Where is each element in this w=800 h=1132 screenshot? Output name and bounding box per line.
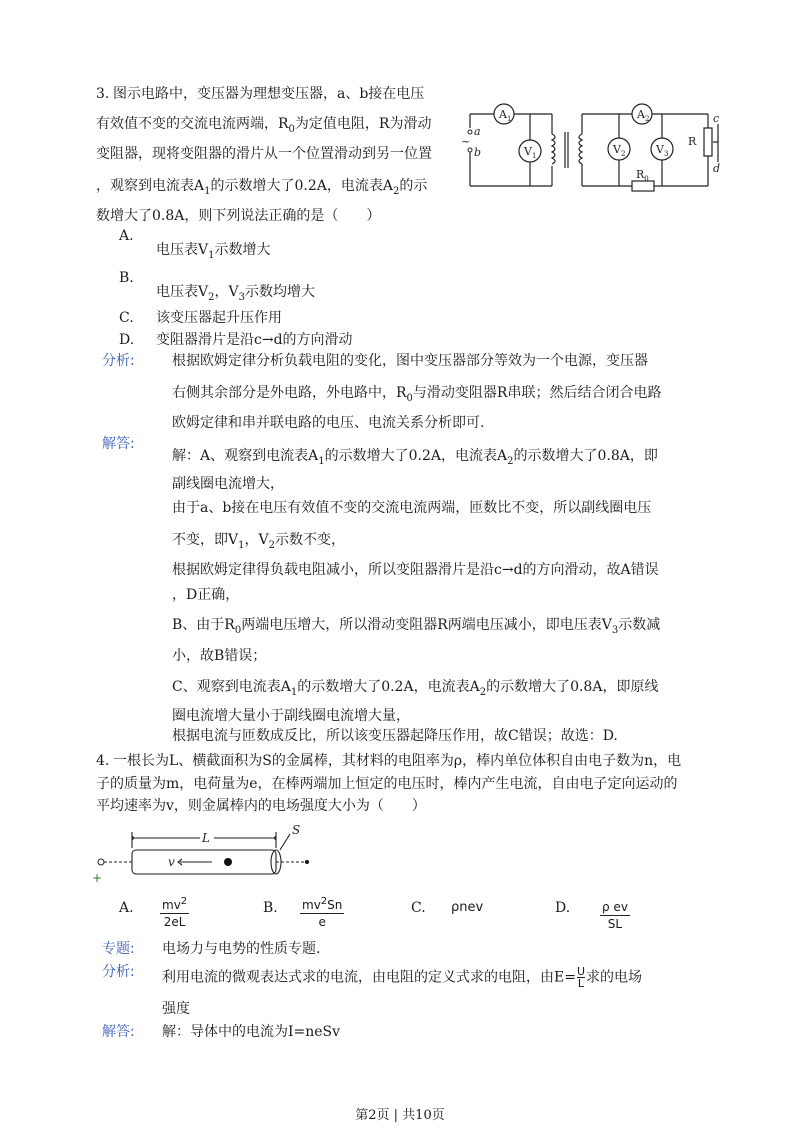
resistor-r0-label: $R_0$ bbox=[636, 168, 649, 183]
terminal-a-label: a bbox=[474, 125, 481, 138]
q3-circuit-diagram bbox=[456, 92, 736, 200]
q3-option-c-label: C. bbox=[119, 310, 134, 326]
q3-answer-line-1: 解：A、观察到电流表$A_1$的示数增大了0.2A，电流表$A_2$的示数增大了0.8A，即 bbox=[172, 448, 658, 467]
q3-option-d-text: 变阻器滑片是沿c→d的方向滑动 bbox=[156, 332, 353, 348]
q3-option-d-label: D. bbox=[119, 332, 135, 348]
q4-analysis-line-2: 强度 bbox=[162, 1001, 190, 1017]
q3-stem-line-3: 变阻器，现将变阻器的滑片从一个位置滑动到另一位置 bbox=[96, 146, 432, 162]
q3-stem-line-4: ，观察到电流表$A_1$的示数增大了0.2A，电流表$A_2$的示 bbox=[96, 178, 428, 197]
q4-option-b-fraction: $mv^2Sn$ e bbox=[302, 896, 343, 929]
q4-stem-line-1: 一根长为L、横截面积为S的金属棒，其材料的电阻率为ρ，棒内单位体积自由电子数为n，电 bbox=[113, 753, 682, 769]
q4-option-b-label: B. bbox=[263, 900, 278, 916]
q3-option-c-text: 该变压器起升压作用 bbox=[156, 310, 282, 326]
q3-analysis-line-3: 欧姆定律和串并联电路的电压、电流关系分析即可. bbox=[172, 415, 485, 431]
rod-length-label: L bbox=[202, 831, 210, 845]
q4-option-c-label: C. bbox=[411, 900, 426, 916]
q4-option-a-fraction: $mv^2$ 2eL bbox=[162, 896, 188, 929]
q3-option-a-text: 电压表$V_1$示数增大 bbox=[156, 242, 271, 261]
q4-number: 4. bbox=[96, 753, 110, 769]
ammeter-a1-label: $A_1$ bbox=[499, 108, 512, 123]
voltmeter-v1-label: $V_1$ bbox=[524, 145, 537, 160]
q3-answer-line-10: 圈电流增大量小于副线圈电流增大量， bbox=[172, 708, 410, 724]
rod-area-label: S bbox=[292, 823, 301, 837]
q3-number: 3. bbox=[96, 86, 110, 102]
voltmeter-v2-label: $V_2$ bbox=[613, 143, 626, 158]
q3-analysis-label: 分析: bbox=[102, 353, 135, 369]
q3-option-b-text: 电压表$V_2$，$V_3$示数均增大 bbox=[156, 284, 315, 303]
q4-option-c-text: ρnev bbox=[451, 900, 484, 915]
q4-stem-line-2: 子的质量为m，电荷量为e，在棒两端加上恒定的电压时，棒内产生电流，自由电子定向运动的 bbox=[96, 776, 678, 792]
q3-answer-line-3: 由于a、b接在电压有效值不变的交流电流两端，匝数比不变，所以副线圈电压 bbox=[172, 500, 652, 516]
q4-analysis-label: 分析: bbox=[102, 964, 135, 980]
terminal-b-label: b bbox=[474, 146, 482, 159]
ac-source-symbol: ~ bbox=[461, 135, 471, 148]
voltmeter-v3-label: $V_3$ bbox=[656, 143, 669, 158]
q4-analysis-line-1: 利用电流的微观表达式求的电流，由电阻的定义式求的电阻，由E= $\frac{U}{L}$ 求的电场 bbox=[162, 965, 643, 990]
page-footer: 第2页 | 共10页 bbox=[355, 1108, 445, 1123]
q3-analysis-line-2: 右侧其余部分是外电路，外电路中，$R_0$与滑动变阻器R串联；然后结合闭合电路 bbox=[172, 385, 662, 404]
q3-option-a-label: A. bbox=[119, 228, 134, 244]
q4-option-d-label: D. bbox=[555, 900, 571, 916]
q4-answer-line-1: 解：导体中的电流为I=neSv bbox=[162, 1024, 341, 1040]
q3-answer-line-7: B、由于$R_0$两端电压增大，所以滑动变阻器R两端电压减小，即电压表$V_3$示数减 bbox=[172, 617, 661, 636]
q3-answer-label: 解答: bbox=[102, 436, 135, 452]
q4-metal-rod-figure bbox=[90, 818, 330, 888]
q3-answer-line-11: 根据电流与匝数成反比，所以该变压器起降压作用，故C错误；故选：D. bbox=[172, 728, 618, 744]
ammeter-a2-label: $A_2$ bbox=[637, 108, 650, 123]
q3-answer-line-4: 不变，即$V_1$，$V_2$示数不变， bbox=[172, 532, 345, 551]
q4-option-a-label: A. bbox=[119, 900, 134, 916]
q4-topic-label: 专题: bbox=[102, 941, 135, 957]
slider-c-label: c bbox=[713, 112, 720, 125]
q3-answer-line-8: 小，故B错误； bbox=[172, 648, 267, 664]
q4-answer-label: 解答: bbox=[102, 1024, 135, 1040]
slider-d-label: d bbox=[713, 162, 721, 175]
q3-answer-line-6: ，D正确， bbox=[172, 587, 240, 603]
q3-answer-line-9: C、观察到电流表$A_1$的示数增大了0.2A，电流表$A_2$的示数增大了0.8A，即原线 bbox=[172, 679, 659, 698]
q4-option-d-fraction: ρ ev SL bbox=[602, 900, 628, 931]
q3-option-b-label: B. bbox=[119, 270, 134, 286]
q4-stem-line-3: 平均速率为v，则金属棒内的电场强度大小为（ ） bbox=[96, 798, 426, 814]
q3-stem-line-5: 数增大了0.8A，则下列说法正确的是（ ） bbox=[96, 208, 381, 224]
q3-answer-line-5: 根据欧姆定律得负载电阻减小，所以变阻器滑片是沿c→d的方向滑动，故A错误 bbox=[172, 562, 659, 578]
positive-terminal-label: + bbox=[92, 871, 103, 885]
q3-stem-line-2: 有效值不变的交流电流两端，$R_0$为定值电阻，R为滑动 bbox=[96, 116, 432, 135]
rheostat-r-label: R bbox=[688, 135, 697, 148]
q3-stem-line-1: 图示电路中，变压器为理想变压器，a、b接在电压 bbox=[113, 86, 425, 102]
q3-answer-line-2: 副线圈电流增大， bbox=[172, 476, 284, 492]
q3-analysis-line-1: 根据欧姆定律分析负载电阻的变化，图中变压器部分等效为一个电源，变压器 bbox=[172, 353, 648, 369]
electron-velocity-label: v bbox=[168, 855, 175, 869]
q4-topic-text: 电场力与电势的性质专题. bbox=[162, 941, 321, 957]
